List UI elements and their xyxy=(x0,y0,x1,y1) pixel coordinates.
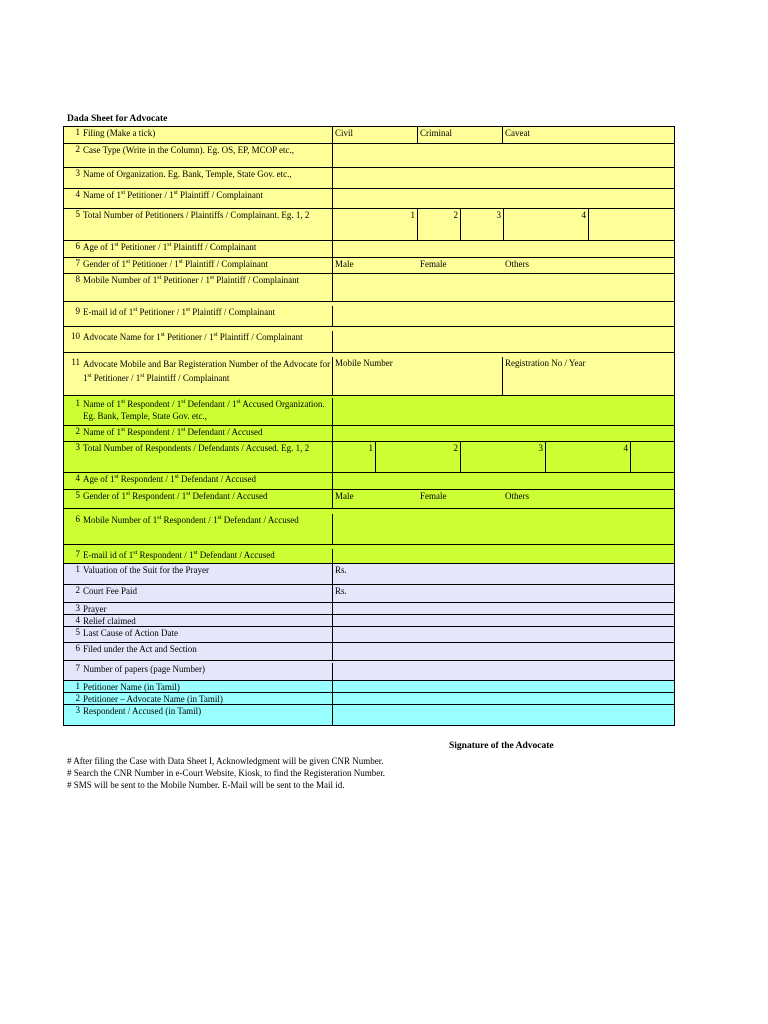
table-row: 3 Respondent / Accused (in Tamil) xyxy=(64,705,674,725)
table-row: 6 Age of 1st Petitioner / 1st Plaintiff / Complainant xyxy=(64,241,674,258)
respondent-tamil-field[interactable] xyxy=(333,705,674,725)
table-row: 2 Name of 1st Respondent / 1st Defendant / Accused xyxy=(64,426,674,442)
table-row: 1 Valuation of the Suit for the Prayer Rs. xyxy=(64,564,674,585)
petitioner-count-2[interactable]: 2 xyxy=(418,209,461,240)
advocate-registration-field[interactable]: Registration No / Year xyxy=(505,358,586,368)
signature-label: Signature of the Advocate xyxy=(449,741,554,751)
filing-criminal[interactable]: Criminal xyxy=(418,127,503,143)
table-row: 2 Case Type (Write in the Column). Eg. OS, EP, MCOP etc., xyxy=(64,144,674,168)
row-label: Filing (Make a tick) xyxy=(82,127,333,143)
relief-field[interactable] xyxy=(333,615,674,626)
table-row: 4 Relief claimed xyxy=(64,615,674,627)
table-row: 4 Name of 1st Petitioner / 1st Plaintiff / Complainant xyxy=(64,189,674,209)
respondent-count-1[interactable]: 1 xyxy=(333,442,376,472)
table-row: 9 E-mail id of 1st Petitioner / 1st Plaintiff / Complainant xyxy=(64,302,674,327)
petitioner-count-4[interactable]: 4 xyxy=(504,209,589,240)
table-row: 5 Last Cause of Action Date xyxy=(64,627,674,643)
table-row: 5 Total Number of Petitioners / Plaintiffs / Complainant. Eg. 1, 2 1 2 3 4 xyxy=(64,209,674,241)
respondent-count-4[interactable]: 4 xyxy=(546,442,631,472)
petitioner-gender-male[interactable]: Male xyxy=(335,259,354,269)
table-row: 6 Filed under the Act and Section xyxy=(64,643,674,661)
note-item: # After filing the Case with Data Sheet I, Acknowledgment will be given CNR Number. xyxy=(67,756,384,766)
note-item: # Search the CNR Number in e-Court Website, Kiosk, to find the Registeration Number. xyxy=(67,768,386,778)
court-fee-field[interactable]: Rs. xyxy=(335,586,347,596)
respondent-email-field[interactable] xyxy=(333,549,674,563)
suit-valuation-field[interactable]: Rs. xyxy=(335,565,347,575)
cause-of-action-date-field[interactable] xyxy=(333,627,674,642)
respondent-gender-male[interactable]: Male xyxy=(335,491,354,501)
table-row: 2 Petitioner – Advocate Name (in Tamil) xyxy=(64,693,674,705)
case-type-field[interactable] xyxy=(333,144,674,167)
prayer-field[interactable] xyxy=(333,603,674,614)
respondent-gender-others[interactable]: Others xyxy=(505,491,529,501)
table-row: 1 Petitioner Name (in Tamil) xyxy=(64,681,674,693)
petitioner-tamil-field[interactable] xyxy=(333,681,674,692)
filing-civil[interactable]: Civil xyxy=(333,127,418,143)
table-row: 11 Advocate Mobile and Bar Registeration Number of the Advocate for 1st Petitioner / 1st Plaintiff / Complainant Mobile Number Registration No / Year xyxy=(64,353,674,396)
advocate-mobile-field[interactable]: Mobile Number xyxy=(333,357,503,395)
data-sheet-table xyxy=(63,126,675,726)
respondent-name-org-field[interactable] xyxy=(333,398,674,425)
petitioner-gender-others[interactable]: Others xyxy=(505,259,529,269)
respondent-count-3[interactable]: 3 xyxy=(461,442,546,472)
respondent-mobile-field[interactable] xyxy=(333,514,674,544)
note-item: # SMS will be sent to the Mobile Number. E-Mail will be sent to the Mail id. xyxy=(67,780,345,790)
table-row: 7 E-mail id of 1st Respondent / 1st Defendant / Accused xyxy=(64,545,674,564)
act-section-field[interactable] xyxy=(333,643,674,660)
table-row: 3 Prayer xyxy=(64,603,674,615)
petitioner-mobile-field[interactable] xyxy=(333,274,674,301)
table-row: 4 Age of 1st Respondent / 1st Defendant / Accused xyxy=(64,473,674,490)
petitioner-age-field[interactable] xyxy=(333,241,674,257)
respondent-age-field[interactable] xyxy=(333,473,674,489)
petitioner-email-field[interactable] xyxy=(333,306,674,326)
advocate-tamil-field[interactable] xyxy=(333,693,674,704)
table-row: 3 Name of Organization. Eg. Bank, Temple, State Gov. etc., xyxy=(64,168,674,189)
table-row: 8 Mobile Number of 1st Petitioner / 1st Plaintiff / Complainant xyxy=(64,274,674,302)
petitioner-name-field[interactable] xyxy=(333,189,674,208)
petitioner-count-3[interactable]: 3 xyxy=(461,209,504,240)
table-row: 2 Court Fee Paid Rs. xyxy=(64,585,674,603)
page-title: Dada Sheet for Advocate xyxy=(67,114,168,124)
table-row: 10 Advocate Name for 1st Petitioner / 1st Plaintiff / Complainant xyxy=(64,327,674,353)
petitioner-count-1[interactable]: 1 xyxy=(333,209,418,240)
table-row: 7 Gender of 1st Petitioner / 1st Plaintiff / Complainant Male Female Others xyxy=(64,258,674,274)
respondent-gender-female[interactable]: Female xyxy=(420,491,447,501)
filing-caveat[interactable]: Caveat xyxy=(505,128,530,138)
table-row: 1 Name of 1st Respondent / 1st Defendant / 1st Accused Organization. Eg. Bank, Temple, State Gov. etc., xyxy=(64,396,674,426)
petitioner-gender-female[interactable]: Female xyxy=(420,259,447,269)
table-row: 3 Total Number of Respondents / Defendants / Accused. Eg. 1, 2 1 2 3 4 xyxy=(64,442,674,473)
respondent-count-2[interactable]: 2 xyxy=(376,442,461,472)
table-row: 5 Gender of 1st Respondent / 1st Defendant / Accused Male Female Others xyxy=(64,490,674,509)
table-row: 1 Filing (Make a tick) Civil Criminal Caveat xyxy=(64,127,674,144)
advocate-name-field[interactable] xyxy=(333,331,674,352)
notes xyxy=(67,755,385,791)
page-count-field[interactable] xyxy=(333,663,674,680)
organization-field[interactable] xyxy=(333,168,674,188)
table-row: 7 Number of papers (page Number) xyxy=(64,661,674,681)
table-row: 6 Mobile Number of 1st Respondent / 1st Defendant / Accused xyxy=(64,509,674,545)
respondent-name-field[interactable] xyxy=(333,426,674,441)
